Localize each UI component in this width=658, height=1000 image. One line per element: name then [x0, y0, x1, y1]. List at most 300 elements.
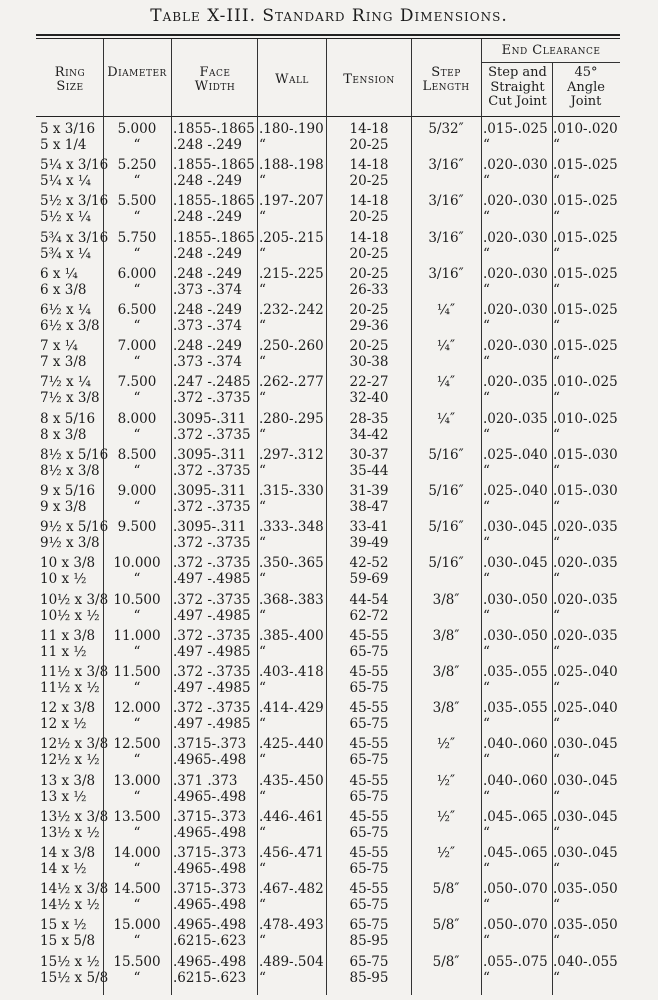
cell-step-clearance: “ — [483, 426, 490, 443]
cell-ring-size: 6 x ¼ — [40, 265, 78, 282]
cell-face-width: .4965-.498 — [173, 897, 247, 914]
cell-diameter: “ — [133, 245, 141, 262]
cell-face-width: .497 -.4985 — [173, 607, 251, 624]
cell-tension: 45-55 — [349, 736, 389, 753]
cell-diameter: “ — [133, 209, 141, 226]
cell-face-width: .3095-.311 — [173, 446, 247, 463]
cell-angle-clearance: “ — [553, 788, 560, 805]
cell-ring-size: 14 x ½ — [40, 861, 87, 877]
cell-step-clearance: “ — [483, 607, 490, 624]
cell-angle-clearance: .035-.050 — [553, 917, 618, 934]
cell-step-clearance: “ — [483, 209, 490, 226]
header-step-straight: Step and Straight Cut Joint — [488, 65, 547, 109]
cell-diameter: 13.500 — [113, 808, 161, 825]
cell-face-width: .371 .373 — [173, 772, 238, 789]
cell-face-width: .1855-.1865 — [173, 193, 255, 210]
cell-diameter: “ — [133, 390, 141, 407]
cell-ring-size: 5 x 1/4 — [40, 137, 87, 153]
cell-angle-clearance: .035-.050 — [553, 881, 618, 898]
table-row — [0, 700, 658, 736]
cell-face-width: .372 -.3735 — [173, 462, 251, 479]
cell-face-width: .6215-.623 — [173, 933, 247, 950]
cell-diameter: 6.500 — [117, 302, 157, 318]
cell-wall: “ — [259, 173, 266, 190]
cell-wall: “ — [259, 137, 266, 153]
cell-diameter: “ — [133, 318, 141, 334]
cell-wall: “ — [259, 788, 266, 805]
cell-wall: .403-.418 — [259, 664, 324, 680]
cell-wall: .188-.198 — [259, 157, 324, 174]
cell-wall: “ — [259, 571, 266, 588]
cell-angle-clearance: “ — [553, 209, 560, 226]
cell-step-length: 3/16″ — [428, 193, 464, 210]
header-wall: Wall — [275, 72, 309, 87]
cell-tension: 85-95 — [349, 969, 389, 986]
cell-face-width: .4965-.498 — [173, 861, 247, 877]
cell-wall: .280-.295 — [259, 410, 324, 427]
cell-step-length: ¼″ — [436, 410, 456, 427]
cell-tension: 65-75 — [349, 680, 389, 696]
cell-tension: 65-75 — [349, 788, 389, 805]
cell-ring-size: 6 x 3/8 — [40, 281, 87, 298]
cell-tension: 59-69 — [349, 571, 389, 588]
cell-face-width: .372 -.3735 — [173, 664, 251, 680]
cell-diameter: 12.000 — [113, 700, 161, 717]
cell-angle-clearance: “ — [553, 643, 560, 660]
cell-tension: 26-33 — [349, 281, 389, 298]
cell-tension: 62-72 — [349, 607, 389, 624]
table-row — [0, 121, 658, 157]
cell-step-clearance: .020-.030 — [483, 229, 548, 246]
cell-step-clearance: “ — [483, 462, 490, 479]
cell-ring-size: 10 x 3/8 — [40, 555, 96, 572]
cell-face-width: .372 -.3735 — [173, 700, 251, 717]
cell-tension: 20-25 — [349, 265, 389, 282]
header-diameter: Diameter — [107, 65, 167, 80]
table-row — [0, 954, 658, 990]
cell-face-width: .3095-.311 — [173, 410, 247, 427]
cell-tension: 20-25 — [349, 209, 389, 226]
cell-diameter: “ — [133, 499, 141, 515]
cell-wall: “ — [259, 499, 266, 515]
cell-ring-size: 7 x ¼ — [40, 338, 78, 355]
cell-diameter: 8.500 — [117, 446, 157, 463]
cell-ring-size: 7 x 3/8 — [40, 354, 87, 371]
cell-face-width: .4965-.498 — [173, 752, 247, 769]
cell-step-clearance: “ — [483, 245, 490, 262]
cell-wall: “ — [259, 281, 266, 298]
header-angle-joint: 45° Angle Joint — [567, 65, 605, 109]
cell-ring-size: 13 x ½ — [40, 788, 87, 805]
cell-angle-clearance: .015-.025 — [553, 338, 618, 355]
cell-ring-size: 14½ x ½ — [40, 897, 100, 914]
cell-angle-clearance: .020-.035 — [553, 519, 618, 536]
cell-wall: .250-.260 — [259, 338, 324, 355]
cell-diameter: “ — [133, 680, 141, 696]
cell-step-clearance: .030-.045 — [483, 555, 548, 572]
cell-step-clearance: “ — [483, 318, 490, 334]
cell-angle-clearance: .015-.030 — [553, 446, 618, 463]
cell-diameter: “ — [133, 607, 141, 624]
cell-step-clearance: .025-.040 — [483, 483, 548, 499]
cell-angle-clearance: .020-.035 — [553, 627, 618, 644]
cell-diameter: 8.000 — [117, 410, 157, 427]
cell-diameter: “ — [133, 969, 141, 986]
cell-diameter: “ — [133, 571, 141, 588]
cell-ring-size: 8 x 3/8 — [40, 426, 87, 443]
cell-wall: .467-.482 — [259, 881, 324, 898]
cell-step-clearance: “ — [483, 933, 490, 950]
cell-wall: “ — [259, 245, 266, 262]
cell-step-length: ½″ — [436, 772, 456, 789]
cell-ring-size: 13 x 3/8 — [40, 772, 96, 789]
table-row — [0, 664, 658, 700]
cell-diameter: 6.000 — [117, 265, 157, 282]
cell-ring-size: 12 x ½ — [40, 716, 87, 733]
top-rule — [36, 34, 620, 36]
cell-diameter: “ — [133, 643, 141, 660]
cell-angle-clearance: .020-.035 — [553, 555, 618, 572]
cell-tension: 65-75 — [349, 917, 389, 934]
cell-face-width: .372 -.3735 — [173, 591, 251, 608]
cell-step-clearance: “ — [483, 861, 490, 877]
cell-wall: “ — [259, 209, 266, 226]
table-row — [0, 338, 658, 374]
cell-diameter: 10.000 — [113, 555, 161, 572]
cell-angle-clearance: .010-.025 — [553, 374, 618, 391]
cell-tension: 14-18 — [349, 229, 389, 246]
cell-angle-clearance: “ — [553, 426, 560, 443]
cell-face-width: .1855-.1865 — [173, 229, 255, 246]
cell-ring-size: 8½ x 3/8 — [40, 462, 100, 479]
cell-diameter: 9.500 — [117, 519, 157, 536]
cell-ring-size: 15½ x ½ — [40, 953, 100, 970]
cell-angle-clearance: .015-.030 — [553, 483, 618, 499]
cell-step-length: 3/8″ — [432, 627, 460, 644]
cell-step-length: 5/32″ — [428, 121, 464, 137]
cell-wall: “ — [259, 824, 266, 841]
cell-tension: 45-55 — [349, 845, 389, 861]
cell-wall: “ — [259, 607, 266, 624]
cell-face-width: .4965-.498 — [173, 917, 247, 934]
cell-ring-size: 5¾ x ¼ — [40, 245, 91, 262]
cell-tension: 14-18 — [349, 121, 389, 137]
cell-face-width: .3095-.311 — [173, 483, 247, 499]
cell-diameter: 7.000 — [117, 338, 157, 355]
cell-step-clearance: “ — [483, 281, 490, 298]
cell-step-length: 3/8″ — [432, 591, 460, 608]
cell-ring-size: 7½ x ¼ — [40, 374, 91, 391]
cell-step-clearance: “ — [483, 643, 490, 660]
cell-angle-clearance: .040-.055 — [553, 953, 618, 970]
header-rule — [36, 116, 620, 117]
cell-tension: 33-41 — [349, 519, 389, 536]
cell-step-clearance: .045-.065 — [483, 845, 548, 861]
cell-diameter: 15.000 — [113, 917, 161, 934]
cell-step-length: ¼″ — [436, 338, 456, 355]
cell-angle-clearance: .015-.025 — [553, 302, 618, 318]
cell-step-clearance: .020-.030 — [483, 157, 548, 174]
cell-angle-clearance: “ — [553, 462, 560, 479]
cell-step-clearance: .020-.030 — [483, 265, 548, 282]
cell-wall: .489-.504 — [259, 953, 324, 970]
cell-wall: “ — [259, 643, 266, 660]
cell-ring-size: 11½ x 3/8 — [40, 664, 109, 680]
cell-face-width: .497 -.4985 — [173, 571, 251, 588]
cell-angle-clearance: “ — [553, 861, 560, 877]
cell-diameter: 5.250 — [117, 157, 157, 174]
cell-ring-size: 10 x ½ — [40, 571, 87, 588]
cell-tension: 20-25 — [349, 338, 389, 355]
cell-face-width: .3715-.373 — [173, 736, 247, 753]
cell-wall: .232-.242 — [259, 302, 324, 318]
cell-ring-size: 13½ x 3/8 — [40, 808, 109, 825]
cell-tension: 32-40 — [349, 390, 389, 407]
cell-tension: 65-75 — [349, 953, 389, 970]
cell-angle-clearance: .030-.045 — [553, 736, 618, 753]
cell-tension: 20-25 — [349, 173, 389, 190]
cell-tension: 65-75 — [349, 824, 389, 841]
cell-tension: 65-75 — [349, 897, 389, 914]
table-row — [0, 193, 658, 229]
cell-wall: “ — [259, 861, 266, 877]
cell-ring-size: 5½ x 3/16 — [40, 193, 109, 210]
cell-wall: .446-.461 — [259, 808, 324, 825]
cell-tension: 45-55 — [349, 627, 389, 644]
cell-diameter: 11.000 — [113, 627, 161, 644]
cell-face-width: .373 -.374 — [173, 318, 242, 334]
cell-step-clearance: “ — [483, 969, 490, 986]
cell-angle-clearance: “ — [553, 933, 560, 950]
cell-step-clearance: .050-.070 — [483, 881, 548, 898]
cell-angle-clearance: .015-.025 — [553, 157, 618, 174]
cell-step-clearance: .025-.040 — [483, 446, 548, 463]
cell-tension: 45-55 — [349, 664, 389, 680]
cell-tension: 22-27 — [349, 374, 389, 391]
cell-face-width: .1855-.1865 — [173, 121, 255, 137]
cell-face-width: .4965-.498 — [173, 788, 247, 805]
table-row — [0, 302, 658, 338]
table-row — [0, 411, 658, 447]
cell-tension: 20-25 — [349, 302, 389, 318]
header-ring-size: Ring Size — [54, 65, 86, 94]
cell-step-length: 5/16″ — [428, 483, 464, 499]
cell-ring-size: 15½ x 5/8 — [40, 969, 109, 986]
cell-ring-size: 8½ x 5/16 — [40, 446, 109, 463]
cell-step-clearance: .020-.035 — [483, 410, 548, 427]
cell-wall: .205-.215 — [259, 229, 324, 246]
table-row — [0, 157, 658, 193]
cell-step-length: 5/8″ — [432, 953, 460, 970]
cell-diameter: 10.500 — [113, 591, 161, 608]
cell-face-width: .248 -.249 — [173, 209, 242, 226]
cell-wall: .297-.312 — [259, 446, 324, 463]
table-row — [0, 266, 658, 302]
cell-diameter: “ — [133, 752, 141, 769]
cell-angle-clearance: “ — [553, 680, 560, 696]
cell-step-clearance: “ — [483, 716, 490, 733]
cell-angle-clearance: “ — [553, 535, 560, 552]
cell-angle-clearance: “ — [553, 716, 560, 733]
cell-diameter: 5.750 — [117, 229, 157, 246]
cell-angle-clearance: “ — [553, 499, 560, 515]
cell-ring-size: 5¼ x 3/16 — [40, 157, 109, 174]
cell-tension: 45-55 — [349, 772, 389, 789]
cell-face-width: .497 -.4985 — [173, 643, 251, 660]
cell-ring-size: 12½ x 3/8 — [40, 736, 109, 753]
cell-diameter: “ — [133, 824, 141, 841]
cell-wall: “ — [259, 535, 266, 552]
header-end-clearance: End Clearance — [501, 43, 601, 58]
cell-ring-size: 14½ x 3/8 — [40, 881, 109, 898]
cell-angle-clearance: .015-.025 — [553, 265, 618, 282]
cell-ring-size: 9½ x 5/16 — [40, 519, 109, 536]
cell-step-clearance: .015-.025 — [483, 121, 548, 137]
cell-diameter: 12.500 — [113, 736, 161, 753]
cell-step-length: ½″ — [436, 736, 456, 753]
cell-step-clearance: “ — [483, 535, 490, 552]
cell-step-length: 5/8″ — [432, 881, 460, 898]
cell-angle-clearance: “ — [553, 752, 560, 769]
cell-diameter: “ — [133, 788, 141, 805]
cell-angle-clearance: “ — [553, 824, 560, 841]
cell-step-clearance: .040-.060 — [483, 772, 548, 789]
cell-face-width: .372 -.3735 — [173, 426, 251, 443]
cell-angle-clearance: “ — [553, 281, 560, 298]
cell-step-clearance: .030-.045 — [483, 519, 548, 536]
cell-diameter: 9.000 — [117, 483, 157, 499]
cell-wall: “ — [259, 390, 266, 407]
cell-face-width: .372 -.3735 — [173, 535, 251, 552]
cell-tension: 34-42 — [349, 426, 389, 443]
cell-diameter: “ — [133, 426, 141, 443]
cell-step-length: 5/16″ — [428, 446, 464, 463]
cell-diameter: “ — [133, 861, 141, 877]
cell-angle-clearance: “ — [553, 354, 560, 371]
cell-step-length: 5/16″ — [428, 555, 464, 572]
cell-face-width: .3715-.373 — [173, 845, 247, 861]
cell-angle-clearance: .010-.020 — [553, 121, 618, 137]
cell-tension: 38-47 — [349, 499, 389, 515]
cell-angle-clearance: .020-.035 — [553, 591, 618, 608]
cell-wall: .197-.207 — [259, 193, 324, 210]
cell-diameter: “ — [133, 462, 141, 479]
cell-step-clearance: “ — [483, 752, 490, 769]
cell-face-width: .372 -.3735 — [173, 627, 251, 644]
cell-wall: .456-.471 — [259, 845, 324, 861]
cell-wall: “ — [259, 426, 266, 443]
cell-angle-clearance: .030-.045 — [553, 845, 618, 861]
cell-step-clearance: “ — [483, 824, 490, 841]
cell-step-length: 3/8″ — [432, 664, 460, 680]
cell-diameter: 5.500 — [117, 193, 157, 210]
cell-wall: .414-.429 — [259, 700, 324, 717]
cell-wall: “ — [259, 933, 266, 950]
cell-angle-clearance: “ — [553, 390, 560, 407]
cell-diameter: 5.000 — [117, 121, 157, 137]
cell-ring-size: 8 x 5/16 — [40, 410, 96, 427]
cell-tension: 65-75 — [349, 752, 389, 769]
cell-face-width: .372 -.3735 — [173, 499, 251, 515]
cell-step-clearance: “ — [483, 680, 490, 696]
cell-step-clearance: .035-.055 — [483, 664, 548, 680]
cell-wall: “ — [259, 897, 266, 914]
cell-angle-clearance: .015-.025 — [553, 193, 618, 210]
cell-ring-size: 12 x 3/8 — [40, 700, 96, 717]
cell-face-width: .497 -.4985 — [173, 716, 251, 733]
cell-angle-clearance: “ — [553, 607, 560, 624]
cell-angle-clearance: “ — [553, 245, 560, 262]
cell-angle-clearance: “ — [553, 571, 560, 588]
cell-wall: .425-.440 — [259, 736, 324, 753]
cell-ring-size: 10½ x ½ — [40, 607, 100, 624]
cell-wall: “ — [259, 354, 266, 371]
cell-wall: “ — [259, 318, 266, 334]
top-rule-2 — [36, 38, 620, 39]
cell-diameter: “ — [133, 933, 141, 950]
cell-wall: .350-.365 — [259, 555, 324, 572]
table-row — [0, 809, 658, 845]
cell-step-clearance: “ — [483, 499, 490, 515]
cell-step-clearance: “ — [483, 897, 490, 914]
cell-step-clearance: .040-.060 — [483, 736, 548, 753]
cell-wall: .368-.383 — [259, 591, 324, 608]
cell-wall: .262-.277 — [259, 374, 324, 391]
cell-step-clearance: “ — [483, 137, 490, 153]
cell-tension: 65-75 — [349, 643, 389, 660]
cell-diameter: “ — [133, 354, 141, 371]
cell-tension: 29-36 — [349, 318, 389, 334]
cell-step-length: ½″ — [436, 808, 456, 825]
cell-face-width: .248 -.249 — [173, 137, 242, 153]
cell-ring-size: 11 x 3/8 — [40, 627, 96, 644]
cell-face-width: .373 -.374 — [173, 281, 242, 298]
cell-ring-size: 5½ x ¼ — [40, 209, 91, 226]
cell-wall: .435-.450 — [259, 772, 324, 789]
cell-step-clearance: .045-.065 — [483, 808, 548, 825]
cell-tension: 14-18 — [349, 157, 389, 174]
cell-step-length: ¼″ — [436, 302, 456, 318]
table-row — [0, 736, 658, 772]
cell-step-clearance: “ — [483, 173, 490, 190]
cell-diameter: “ — [133, 137, 141, 153]
cell-tension: 42-52 — [349, 555, 389, 572]
cell-ring-size: 11½ x ½ — [40, 680, 100, 696]
cell-angle-clearance: “ — [553, 137, 560, 153]
cell-angle-clearance: .025-.040 — [553, 700, 618, 717]
cell-wall: .385-.400 — [259, 627, 324, 644]
cell-ring-size: 9 x 3/8 — [40, 499, 87, 515]
cell-angle-clearance: “ — [553, 173, 560, 190]
table-row — [0, 230, 658, 266]
cell-angle-clearance: .010-.025 — [553, 410, 618, 427]
cell-ring-size: 9 x 5/16 — [40, 483, 96, 499]
cell-ring-size: 10½ x 3/8 — [40, 591, 109, 608]
cell-face-width: .248 -.249 — [173, 338, 242, 355]
cell-face-width: .372 -.3735 — [173, 390, 251, 407]
cell-diameter: 7.500 — [117, 374, 157, 391]
cell-wall: “ — [259, 716, 266, 733]
table-row — [0, 917, 658, 953]
cell-tension: 39-49 — [349, 535, 389, 552]
table-row — [0, 519, 658, 555]
cell-wall: “ — [259, 680, 266, 696]
cell-wall: .180-.190 — [259, 121, 324, 137]
cell-step-length: ¼″ — [436, 374, 456, 391]
cell-wall: .478-.493 — [259, 917, 324, 934]
cell-wall: .315-.330 — [259, 483, 324, 499]
cell-wall: “ — [259, 462, 266, 479]
